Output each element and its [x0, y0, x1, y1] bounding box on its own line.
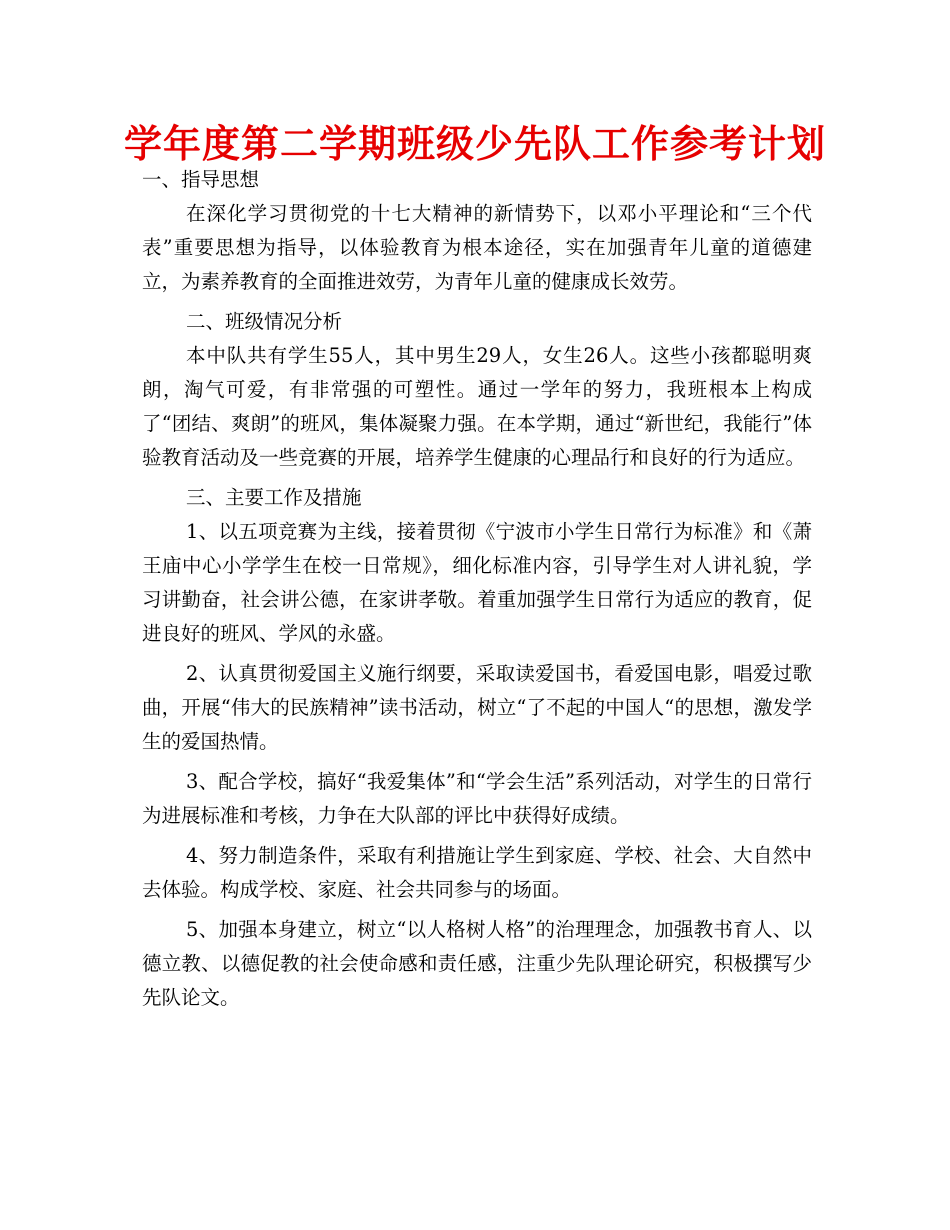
document-title: 学年度第二学期班级少先队工作参考计划: [123, 122, 826, 166]
section-heading-class-analysis: 二、班级情况分析: [186, 310, 343, 333]
document-body: [142, 163, 812, 1015]
paragraph-measure-5: 5、加强本身建立，树立“以人格树人格”的治理理念，加强教书育人、以德立教、以德促教的社会使命感和责任感，注重少先队理论研究，积极撰写少先队论文。: [142, 918, 812, 1009]
paragraph-class-analysis: 本中队共有学生55人，其中男生29人，女生26人。这些小孩都聪明爽朗，淘气可爱，有非常强的可塑性。通过一学年的努力，我班根本上构成了“团结、爽朗”的班风，集体凝聚力强。在本学期，通过“新世纪，我能行”体验教育活动及一些竞赛的开展，培养学生健康的心理品行和良好的行为适应。: [142, 344, 812, 469]
paragraph-guiding-thought: 在深化学习贯彻党的十七大精神的新情势下，以邓小平理论和“三个代表”重要思想为指导，以体验教育为根本途径，实在加强青年儿童的道德建立，为素养教育的全面推进效劳，为青年儿童的健康成长效劳。: [142, 202, 812, 293]
paragraph-measure-3: 3、配合学校，搞好“我爱集体”和“学会生活”系列活动，对学生的日常行为进展标准和考核，力争在大队部的评比中获得好成绩。: [142, 770, 812, 827]
section-heading-guiding-thought: 一、指导思想: [142, 168, 260, 191]
section-heading-main-work: 三、主要工作及措施: [186, 486, 362, 509]
paragraph-measure-1: 1、以五项竞赛为主线，接着贯彻《宁波市小学生日常行为标准》和《萧王庙中心小学学生在校一日常规》，细化标准内容，引导学生对人讲礼貌，学习讲勤奋，社会讲公德，在家讲孝敬。着重加强学生日常行为适应的教育，促进良好的班风、学风的永盛。: [142, 520, 812, 645]
paragraph-measure-2: 2、认真贯彻爱国主义施行纲要，采取读爱国书，看爱国电影，唱爱过歌曲，开展“伟大的民族精神”读书活动，树立“了不起的中国人“的思想，激发学生的爱国热情。: [142, 662, 812, 753]
paragraph-measure-4: 4、努力制造条件，采取有利措施让学生到家庭、学校、社会、大自然中去体验。构成学校、家庭、社会共同参与的场面。: [142, 844, 812, 901]
